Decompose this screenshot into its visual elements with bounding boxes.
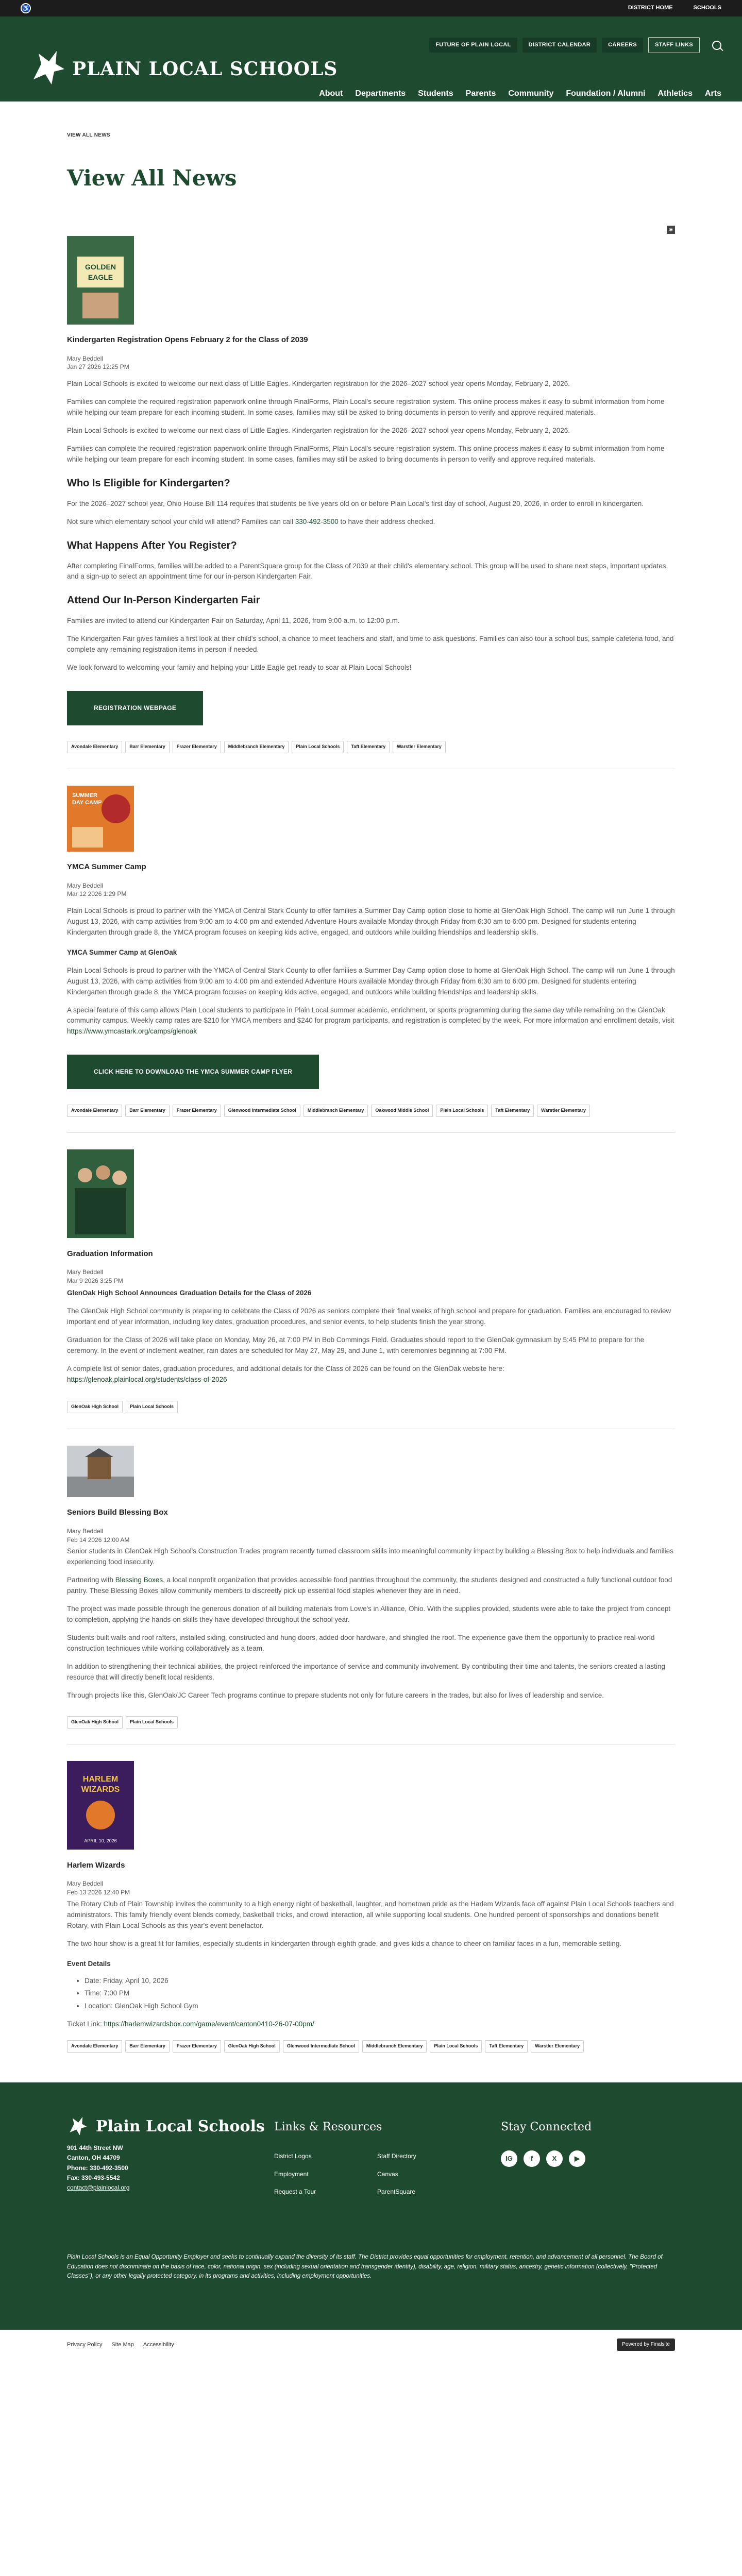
post-heading: What Happens After You Register? [67,539,237,551]
tag[interactable]: GlenOak High School [224,2040,280,2053]
main-nav [319,88,721,100]
news-post [67,1759,675,2068]
tag[interactable]: GlenOak High School [67,1716,123,1728]
tag[interactable]: Middlebranch Elementary [362,2040,427,2053]
nav-departments[interactable]: Departments [355,89,406,98]
footer-links [274,2119,470,2197]
instagram-icon[interactable]: IG [501,2150,517,2167]
post-paragraph: A special feature of this camp allows Plain Local students to participate in Plain Local summer academic, enrichment, or sports programming during the same day while remaining on the GlenOak community campus. Weekly camp rates are $210 for YMCA members and $240 for program participants, and registration is completed by the week. For more information and enrollment details, visit https://www.ymcastark.org/camps/glenoak [67,1006,674,1036]
footer-link[interactable]: Staff Directory [377,2153,416,2160]
tag[interactable]: Plain Local Schools [292,741,344,753]
nav-foundation-alumni[interactable]: Foundation / Alumni [566,89,646,98]
post-date: Jan 27 2026 12:25 PM [67,363,129,371]
post-paragraph: The GlenOak High School community is preparing to celebrate the Class of 2026 as seniors complete their final weeks of high school and prepare for graduation. Families are encouraged to review important end of year information, including key dates, graduation procedures, and senior events, to help students finish the year strong. [67,1307,671,1326]
future-link[interactable]: FUTURE OF PLAIN LOCAL [429,38,517,53]
tag[interactable]: Avondale Elementary [67,741,122,753]
post-paragraph: Plain Local Schools is proud to partner with the YMCA of Central Stark County to offer families a Summer Day Camp option close to home at GlenOak High School. The camp will run June 1 through August 13, 2026, with camp activities from 9:00 am to 4:00 pm and extended Adventure Hours available Monday through Friday from 6:30 am to 6:00 pm. Designed for students entering Kindergarten through grade 8, the YMCA program focuses on keeping kids active, engaged, and outdoors while building friendships and leadership skills. [67,907,675,936]
post-paragraph: Not sure which elementary school your child will attend? Families can call 330-492-3500 to have their address checked. [67,517,435,526]
post-tags [67,2040,675,2053]
eagle-logo-icon [31,48,67,90]
tag[interactable]: Middlebranch Elementary [303,1105,368,1117]
breadcrumb[interactable]: VIEW ALL NEWS [67,132,110,138]
post-subheading: YMCA Summer Camp at GlenOak [67,948,177,956]
stay-connected [501,2119,592,2167]
post-date: Feb 13 2026 12:40 PM [67,1889,130,1896]
post-paragraph: Families can complete the required registration paperwork online through FinalForms, Plain Local's secure registration system. This online process makes it easy to submit information from home while helping our team prepare for each incoming student. In some cases, families may still be asked to bring documents in person to verify and approve required materials. [67,398,665,416]
nav-about[interactable]: About [319,89,343,98]
nav-students[interactable]: Students [418,89,453,98]
post-author: Mary Beddell [67,1268,104,1276]
post-author: Mary Beddell [67,1527,104,1535]
post-paragraph: The Rotary Club of Plain Township invites the community to a high energy night of basketball, laughter, and hometown pride as the Harlem Wizards face off against Plain Local Schools teachers and administrators. This family friendly event blends comedy, basketball tricks, and crowd interaction, all while supporting local students. One hundred percent of sponsorships and donations benefit Rotary, with Plain Local Schools as this year's event benefactor. [67,1900,674,1929]
thumb-text-1: SUMMER [72,792,97,799]
post-paragraph: Graduation for the Class of 2026 will take place on Monday, May 26, at 7:00 PM in Bob Commings Field. Graduates should report to the GlenOak gymnasium by 5:45 PM to prepare for the ceremony. In the event of inclement weather, rain dates are scheduled for May 27, May 29, and June 1, with ceremonies beginning at 7:00 PM. [67,1336,645,1355]
post-paragraph: Partnering with Blessing Boxes, a local nonprofit organization that provides accessible food pantries throughout the community, the students designed and constructed a fully functional outdoor food pantry. These Blessing Boxes allow community members to discreetly pick up essential food staples whenever they are in need. [67,1576,672,1595]
post-paragraph: Students built walls and roof rafters, installed siding, constructed and hung doors, added door hardware, and shingled the roof. The experience gave them the opportunity to practice real-world construction techniques while working collaboratively as a team. [67,1633,655,1652]
post-title[interactable]: Kindergarten Registration Opens February 2 for the Class of 2039 [67,335,308,345]
tag[interactable]: Glenwood Intermediate School [224,1105,300,1117]
footer-link[interactable]: Employment [274,2170,309,2178]
tag[interactable]: Frazer Elementary [173,2040,221,2053]
ymca-flyer-button[interactable]: CLICK HERE TO DOWNLOAD THE YMCA SUMMER CAMP FLYER [67,1055,319,1089]
tag[interactable]: Plain Local Schools [126,1401,178,1413]
footer-link[interactable]: Canvas [377,2170,398,2178]
accessibility-icon[interactable]: ♿ [21,3,31,13]
footer-address: 901 44th Street NW Canton, OH 44709 Phone: 330-492-3500 Fax: 330-493-5542 contact@plainlocal.org [67,2143,130,2193]
main-content [67,131,675,2068]
site-map-link[interactable]: Site Map [111,2341,134,2348]
tag[interactable]: Avondale Elementary [67,2040,122,2053]
accessibility-link[interactable]: Accessibility [143,2341,174,2348]
rss-icon[interactable]: ◉ [667,226,675,234]
x-twitter-icon[interactable]: X [546,2150,563,2167]
staff-links-button[interactable]: STAFF LINKS [648,37,700,53]
thumb-text-2: DAY CAMP [72,799,102,806]
nav-arts[interactable]: Arts [704,89,721,98]
utility-links [628,4,721,12]
post-tags [67,741,675,753]
tag[interactable]: Plain Local Schools [430,2040,482,2053]
news-post [67,1444,675,1745]
tag[interactable]: GlenOak High School [67,1401,123,1413]
post-paragraph: Plain Local Schools is excited to welcome our next class of Little Eagles. Kindergarten registration for the 2026–2027 school year opens Monday, February 2, 2026. [67,426,570,434]
post-paragraph: Plain Local Schools is excited to welcome our next class of Little Eagles. Kindergarten registration for the 2026–2027 school year opens Monday, February 2, 2026. [67,380,570,388]
post-title[interactable]: YMCA Summer Camp [67,862,146,872]
eagle-logo-icon [67,2115,90,2138]
thumb-text-2: EAGLE [88,273,113,281]
thumb-text-1: GOLDEN [85,262,116,271]
post-paragraph: Families are invited to attend our Kindergarten Fair on Saturday, April 11, 2026, from 9:00 a.m. to 12:00 p.m. [67,617,400,625]
post-author: Mary Beddell [67,354,104,362]
calendar-link[interactable]: DISTRICT CALENDAR [522,38,597,53]
post-paragraph: The two hour show is a great fit for families, especially students in kindergarten through eighth grade, and gives kids a chance to cheer on familiar faces in a fun, memorable setting. [67,1939,622,1947]
post-paragraph: The Kindergarten Fair gives families a first look at their child's school, a chance to meet teachers and staff, and time to ask questions. Families can also tour a school bus, sample cafeteria food, and complete any remaining registration items in person if needed. [67,635,674,654]
post-paragraph: Through projects like this, GlenOak/JC Career Tech programs continue to prepare students not only for future careers in the trades, but also for lives of leadership and service. [67,1691,604,1699]
post-heading: Attend Our In-Person Kindergarten Fair [67,595,260,606]
post-thumbnail[interactable] [67,786,134,852]
facebook-icon[interactable]: f [524,2150,540,2167]
footer-school-name: Plain Local Schools [96,2117,265,2136]
bottom-bar [0,2330,742,2360]
nav-parents[interactable]: Parents [465,89,496,98]
tag[interactable]: Frazer Elementary [173,741,221,753]
post-paragraph: Families can complete the required registration paperwork online through FinalForms, Plain Local's secure registration system. This online process makes it easy to submit information from home while helping our team prepare for each incoming student. In some cases, families may still be asked to bring documents in person to verify and approve required materials. [67,444,665,463]
tag[interactable]: Frazer Elementary [173,1105,221,1117]
page-title: View All News [67,165,237,191]
thumb-text-2: WIZARDS [81,1785,120,1794]
post-paragraph: Ticket Link: https://harlemwizardsbox.com/game/event/canton0410-26-07-00pm/ [67,2020,314,2028]
post-paragraph: After completing FinalForms, families will be added to a ParentSquare group for the Class of 2039 at their child's elementary school. This group will be used to share next steps, important updates, and a sign-up to select an appointment time for our in-person Kindergarten Fair. [67,562,668,581]
footer-link[interactable]: District Logos [274,2153,312,2160]
tag[interactable]: Barr Elementary [125,741,170,753]
post-date: Mar 12 2026 1:29 PM [67,890,127,898]
tag[interactable]: Taft Elementary [491,1105,534,1117]
tag[interactable]: Warstler Elementary [537,1105,590,1117]
post-tags [67,1105,675,1117]
post-subheading: GlenOak High School Announces Graduation Details for the Class of 2026 [67,1289,312,1297]
post-author: Mary Beddell [67,1880,104,1888]
post-paragraph: In addition to strengthening their technical abilities, the project reinforced the importance of service and community involvement. By contributing their time and talents, the seniors created a lasting resource that will directly benefit local residents. [67,1662,665,1681]
careers-link[interactable]: CAREERS [602,38,643,53]
blessing-boxes-link[interactable]: Blessing Boxes [115,1576,163,1584]
footer-email-link[interactable]: contact@plainlocal.org [67,2183,130,2191]
class-2026-link[interactable]: https://glenoak.plainlocal.org/students/class-of-2026 [67,1375,227,1383]
news-post [67,234,675,769]
privacy-policy-link[interactable]: Privacy Policy [67,2341,103,2348]
phone-link[interactable]: 330-492-3500 [295,517,339,526]
tag[interactable]: Barr Elementary [125,1105,170,1117]
schools-dropdown[interactable]: SCHOOLS [693,5,721,11]
post-paragraph: The project was made possible through the generous donation of all building materials from Lowe's in Alliance, Ohio. With the supplies provided, students were able to take the project from concept to completion, applying the hands-on skills they have developed throughout the school year. [67,1604,670,1623]
tag[interactable]: Plain Local Schools [436,1105,488,1117]
post-title[interactable]: Harlem Wizards [67,1861,125,1870]
news-post [67,1147,675,1429]
post-date: Feb 14 2026 12:00 AM [67,1536,130,1544]
post-paragraph: We look forward to welcoming your family and helping your Little Eagle get ready to soar at Plain Local Schools! [67,664,412,672]
tag[interactable]: Barr Elementary [125,2040,170,2053]
list-item: • Location: GlenOak High School Gym [85,2001,675,2012]
youtube-icon[interactable]: ▶ [569,2150,585,2167]
tag[interactable]: Warstler Elementary [531,2040,584,2053]
eeo-disclaimer: Plain Local Schools is an Equal Opportunity Employer and seeks to continually expand the diversity of its staff. The District provides equal opportunities for employment, retention, and advancement of all personnel. The Board of Education does not discriminate on the basis of race, color, national origin, sex (including sexual orientation and transgender identity), disability, age, religion, military status, ancestry, genetic information (collectively, "Protected Classes"), or any other legally protected category, in its programs and activities, including employment opportunities. [67,2254,663,2279]
thumb-text-3: APRIL 10, 2026 [84,1838,117,1844]
list-item: • Time: 7:00 PM [85,1988,675,1999]
event-details-list [85,1976,675,2012]
ticket-link[interactable]: https://harlemwizardsbox.com/game/event/canton0410-26-07-00pm/ [104,2020,314,2028]
tag[interactable]: Middlebranch Elementary [224,741,289,753]
nav-community[interactable]: Community [508,89,554,98]
tag[interactable]: Taft Elementary [485,2040,528,2053]
post-subheading: Event Details [67,1959,111,1968]
top-links [429,37,721,53]
post-thumbnail[interactable] [67,1446,134,1497]
post-date: Mar 9 2026 3:25 PM [67,1277,123,1284]
footer-logo[interactable] [67,2115,265,2138]
powered-by-finalsite[interactable]: Powered by Finalsite [617,2338,675,2351]
post-thumbnail[interactable] [67,236,134,325]
utility-bar [0,0,742,16]
thumb-text-1: HARLEM [82,1775,119,1784]
post-author: Mary Beddell [67,882,104,889]
post-title[interactable]: Seniors Build Blessing Box [67,1508,168,1517]
post-tags [67,1716,675,1728]
footer-phone-link[interactable]: 330-492-3500 [90,2164,128,2172]
ymca-link[interactable]: https://www.ymcastark.org/camps/glenoak [67,1027,197,1036]
school-name: PLAIN LOCAL SCHOOLS [72,58,338,80]
stay-connected-title: Stay Connected [501,2121,592,2134]
post-heading: Who Is Eligible for Kindergarten? [67,477,230,489]
nav-athletics[interactable]: Athletics [657,89,693,98]
registration-webpage-button[interactable]: REGISTRATION WEBPAGE [67,691,203,725]
site-header [0,16,742,101]
post-tags [67,1401,675,1413]
post-paragraph: A complete list of senior dates, graduation procedures, and additional details for the Class of 2026 can be found on the GlenOak website here: https://glenoak.plainlocal.org/students/class-of-2026 [67,1364,504,1383]
tag[interactable]: Plain Local Schools [126,1716,178,1728]
news-post [67,784,675,1133]
list-item: • Date: Friday, April 10, 2026 [85,1976,675,1987]
footer-link[interactable]: Request a Tour [274,2188,316,2196]
tag[interactable]: Glenwood Intermediate School [283,2040,359,2053]
tag[interactable]: Avondale Elementary [67,1105,122,1117]
post-paragraph: Senior students in GlenOak High School's Construction Trades program recently turned classroom skills into meaningful community impact by building a Blessing Box to help individuals and families experiencing food insecurity. [67,1547,673,1566]
post-title[interactable]: Graduation Information [67,1249,153,1258]
site-logo[interactable] [31,48,338,90]
district-home-link[interactable]: DISTRICT HOME [628,5,673,11]
footer-link[interactable]: ParentSquare [377,2188,416,2196]
site-footer [0,2082,742,2330]
search-icon[interactable] [712,41,721,50]
post-paragraph: For the 2026–2027 school year, Ohio House Bill 114 requires that students be five years old on or before Plain Local's first day of school, August 20, 2026, in order to enroll in kindergarten. [67,499,644,507]
tag[interactable]: Taft Elementary [347,741,390,753]
post-paragraph: Plain Local Schools is proud to partner with the YMCA of Central Stark County to offer families a Summer Day Camp option close to home at GlenOak High School. The camp will run June 1 through August 13, 2026, with camp activities from 9:00 am to 4:00 pm and extended Adventure Hours available Monday through Friday from 6:30 am to 6:00 pm. Designed for students entering Kindergarten through grade 8, the YMCA program focuses on keeping kids active, engaged, and outdoors while building friendships and leadership skills. [67,966,675,996]
tag[interactable]: Warstler Elementary [393,741,446,753]
footer-links-title: Links & Resources [274,2121,382,2134]
post-thumbnail[interactable] [67,1149,134,1238]
post-thumbnail[interactable] [67,1761,134,1850]
tag[interactable]: Oakwood Middle School [371,1105,433,1117]
